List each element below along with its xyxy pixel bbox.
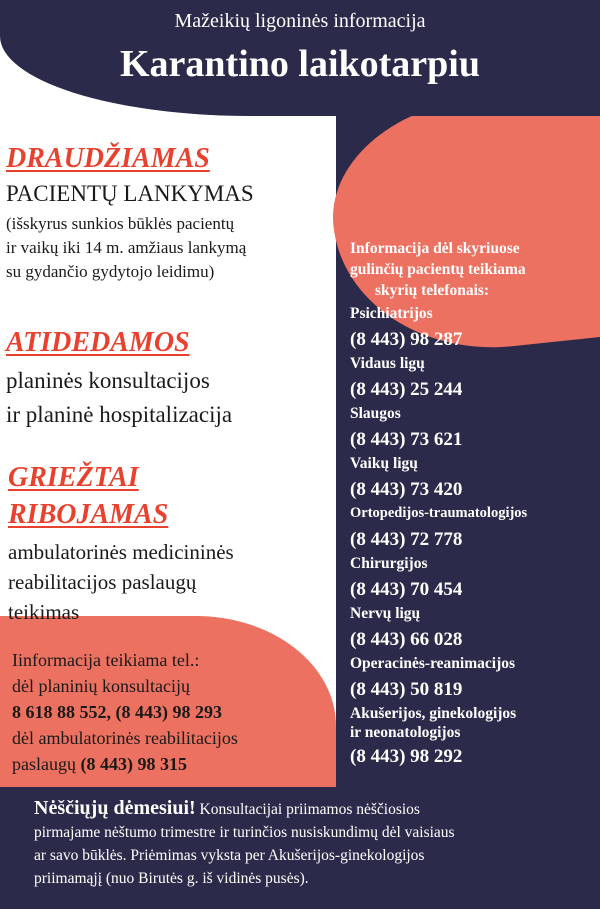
block1-line2: (išskyrus sunkios būklės pacientų	[6, 214, 235, 233]
dept-name: Psichiatrijos	[350, 305, 433, 322]
block3-line3: teikimas	[8, 600, 80, 624]
block1-line1: PACIENTŲ LANKYMAS	[6, 181, 254, 206]
footer-line1	[34, 797, 420, 820]
footer-line4: priimamąjį (nuo Birutės g. iš vidinės pusės).	[34, 870, 309, 887]
dept-name: Operacinės-reanimacijos	[350, 655, 516, 672]
dept-phone: (8 443) 73 420	[350, 479, 463, 500]
dept-name: Ortopedijos-traumatologijos	[350, 505, 528, 521]
heading-ribojamas: RIBOJAMAS	[8, 499, 169, 530]
block3-line1: ambulatorinės medicininės	[8, 540, 234, 564]
dept-name: Akušerijos, ginekologijos	[350, 705, 517, 722]
heading-draudziamas: DRAUDŽIAMAS	[6, 143, 210, 174]
info-phone-mobile: 8 618 88 552,	[12, 702, 111, 722]
dept-phone: (8 443) 66 028	[350, 629, 463, 650]
block2-line1: planinės konsultacijos	[6, 368, 210, 393]
dept-phone: (8 443) 98 292	[350, 746, 463, 767]
dept-phone: (8 443) 73 621	[350, 429, 463, 450]
info-phone-rehab: (8 443) 98 315	[80, 754, 187, 774]
info-line4: dėl ambulatorinės reabilitacijos	[12, 728, 238, 748]
heading-griestai: GRIEŽTAI	[8, 462, 139, 493]
dept-phone: (8 443) 50 819	[350, 679, 463, 700]
dept-phone: (8 443) 72 778	[350, 529, 463, 550]
block1-line3: ir vaikų iki 14 m. amžiaus lankymą	[6, 238, 247, 257]
footer-line1-text: Konsultacijai priimamos nėščiosios	[199, 801, 420, 818]
header-subtitle: Mažeikių ligoninės informacija	[174, 10, 426, 32]
header-title: Karantino laikotarpiu	[120, 43, 480, 85]
block2-line2: ir planinė hospitalizacija	[6, 402, 233, 427]
footer-heading: Nėščiųjų dėmesiui!	[34, 797, 196, 819]
dept-phone: (8 443) 70 454	[350, 579, 463, 600]
right-intro-line2: gulinčių pacientų teikiama	[350, 261, 526, 278]
dept-name: Vidaus ligų	[350, 355, 425, 372]
dept-name: Chirurgijos	[350, 555, 428, 572]
dept-name: Nervų ligų	[350, 605, 421, 622]
footer-line3: ar savo būklės. Priėmimas vyksta per Akušerijos-ginekologijos	[34, 847, 425, 864]
right-intro-line3: skyrių telefonais:	[375, 282, 490, 299]
dept-name: Slaugos	[350, 405, 401, 422]
dept-phone: (8 443) 98 287	[350, 329, 463, 350]
info-line3	[12, 702, 222, 723]
info-line5-label: paslaugų	[12, 754, 76, 774]
dept-name: Vaikų ligų	[350, 455, 418, 472]
footer-line2: pirmajame nėštumo trimestre ir turinčios nusiskundimų dėl vaisiaus	[34, 824, 455, 841]
info-phone-landline: (8 443) 98 293	[115, 702, 222, 722]
dept-phone: (8 443) 25 244	[350, 379, 463, 400]
dept-name: ir neonatologijos	[350, 724, 461, 741]
block1-line4: su gydančio gydytojo leidimu)	[6, 262, 215, 281]
info-line1: Iinformacija teikiama tel.:	[12, 650, 200, 670]
info-line5	[12, 754, 187, 775]
heading-atidedamos: ATIDEDAMOS	[6, 327, 190, 358]
block3-line2: reabilitacijos paslaugų	[8, 570, 197, 594]
info-line2: dėl planinių konsultacijų	[12, 676, 190, 696]
right-intro-line1: Informacija dėl skyriuose	[350, 240, 520, 257]
